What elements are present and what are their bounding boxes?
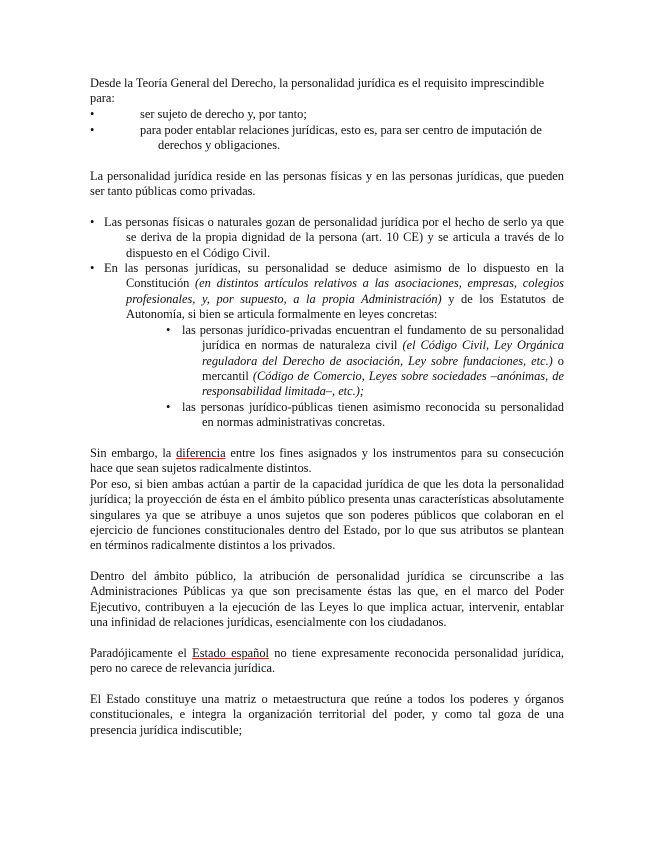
sublist-item-privadas-text xyxy=(166,323,564,399)
bullet-icon: • xyxy=(166,400,171,414)
bullet-icon: • xyxy=(90,215,95,229)
list-item-personas-fisicas xyxy=(90,215,564,261)
italic-run: (el Código Civil, Ley Orgánica reguladora del Derecho de asociación, Ley sobre fundaciones, etc.) xyxy=(202,338,565,368)
sublist-item-privadas xyxy=(166,323,564,399)
list-item-personas-fisicas-text: Las personas físicas o naturales gozan de personalidad jurídica por el hecho de serlo ya que se deriva de la propia dignidad de la persona (art. 10 CE) y se articula a través de lo dispuesto en el Código Civil. xyxy=(104,215,564,260)
spellcheck-underlined-phrase: Estado español xyxy=(192,646,269,660)
text-run: no tiene expresamente reconocida personalidad jurídica, pero no carece de relevancia jurídica. xyxy=(90,646,564,676)
paragraph-ambito-publico: Dentro del ámbito público, la atribución de personalidad jurídica se circunscribe a las Administraciones Públicas ya que son precisamente éstas las que, en el marco del Poder Ejecutivo, contribuyen a la ejecución de las Leyes lo que implica actuar, intervenir, entablar una infinidad de relaciones jurídicas, esencialmente con los ciudadanos. xyxy=(90,569,564,629)
italic-run: (en distintos artículos relativos a las asociaciones, empresas, colegios profesionales, y, por supuesto, a la propia Administración) xyxy=(126,276,564,306)
bullet-icon: • xyxy=(90,261,95,275)
sublist-item-publicas-text: las personas jurídico-públicas tienen asimismo reconocida su personalidad en normas administrativas concretas. xyxy=(182,400,564,430)
text-run: Paradójicamente el xyxy=(90,646,193,660)
paragraph-por-eso: Por eso, si bien ambas actúan a partir de la capacidad jurídica de que les dota la personalidad jurídica; la proyección de ésta en el ámbito público presenta unas características absolutamente singulares ya que se atribuye a unos sujetos que son poderes públicos que colaboran en el ejercicio de funciones constitucionales dentro del Estado, por lo que sus atributos se plantean en términos radicalmente distintos a los privados. xyxy=(90,477,564,553)
text-run: o mercantil xyxy=(202,353,565,383)
paragraph-personalidad: La personalidad jurídica reside en las personas físicas y en las personas jurídicas, que pueden ser tanto públicas como privadas. xyxy=(90,169,564,199)
bullet-icon: • xyxy=(90,107,95,121)
text-run: En las personas jurídicas, su personalidad se deduce asimismo de lo dispuesto en la Constitución xyxy=(104,261,564,291)
spellcheck-underlined-word: diferencia xyxy=(176,446,226,460)
text-run: entre los fines asignados y los instrumentos para su consecución hace que sean sujetos radicalmente distintos. xyxy=(90,446,564,476)
list-item-personas-juridicas xyxy=(90,261,564,322)
intro-bullet-2 xyxy=(90,123,564,154)
paragraph-sin-embargo xyxy=(90,446,564,477)
paragraph-estado: El Estado constituye una matriz o metaestructura que reúne a todos los poderes y órganos constitucionales, e integra la organización territorial del poder, y como tal goza de una presencia jurídica indiscutible; xyxy=(90,692,564,737)
intro-bullet-1-text: ser sujeto de derecho y, por tanto; xyxy=(140,107,307,121)
text-run: Sin embargo, la xyxy=(90,446,177,460)
sublist-item-publicas xyxy=(166,400,564,431)
bullet-icon: • xyxy=(166,323,171,337)
list-item-personas-juridicas-text xyxy=(90,261,564,322)
intro-paragraph: Desde la Teoría General del Derecho, la personalidad jurídica es el requisito imprescindible para: xyxy=(90,76,545,106)
intro-bullet-1 xyxy=(90,107,564,122)
paragraph-paradojicamente xyxy=(90,646,564,677)
intro-bullet-2-text: para poder entablar relaciones jurídicas, esto es, para ser centro de imputación de derechos y obligaciones. xyxy=(140,123,542,153)
bullet-icon: • xyxy=(90,123,95,137)
text-run: y de los Estatutos de Autonomía, si bien se articula formalmente en leyes concretas: xyxy=(126,291,564,321)
text-run: las personas jurídico-privadas encuentran el fundamento de su personalidad jurídica en normas de naturaleza civil xyxy=(182,323,564,353)
italic-run: (Código de Comercio, Leyes sobre sociedades –anónimas, de responsabilidad limitada–, etc.); xyxy=(202,368,564,399)
